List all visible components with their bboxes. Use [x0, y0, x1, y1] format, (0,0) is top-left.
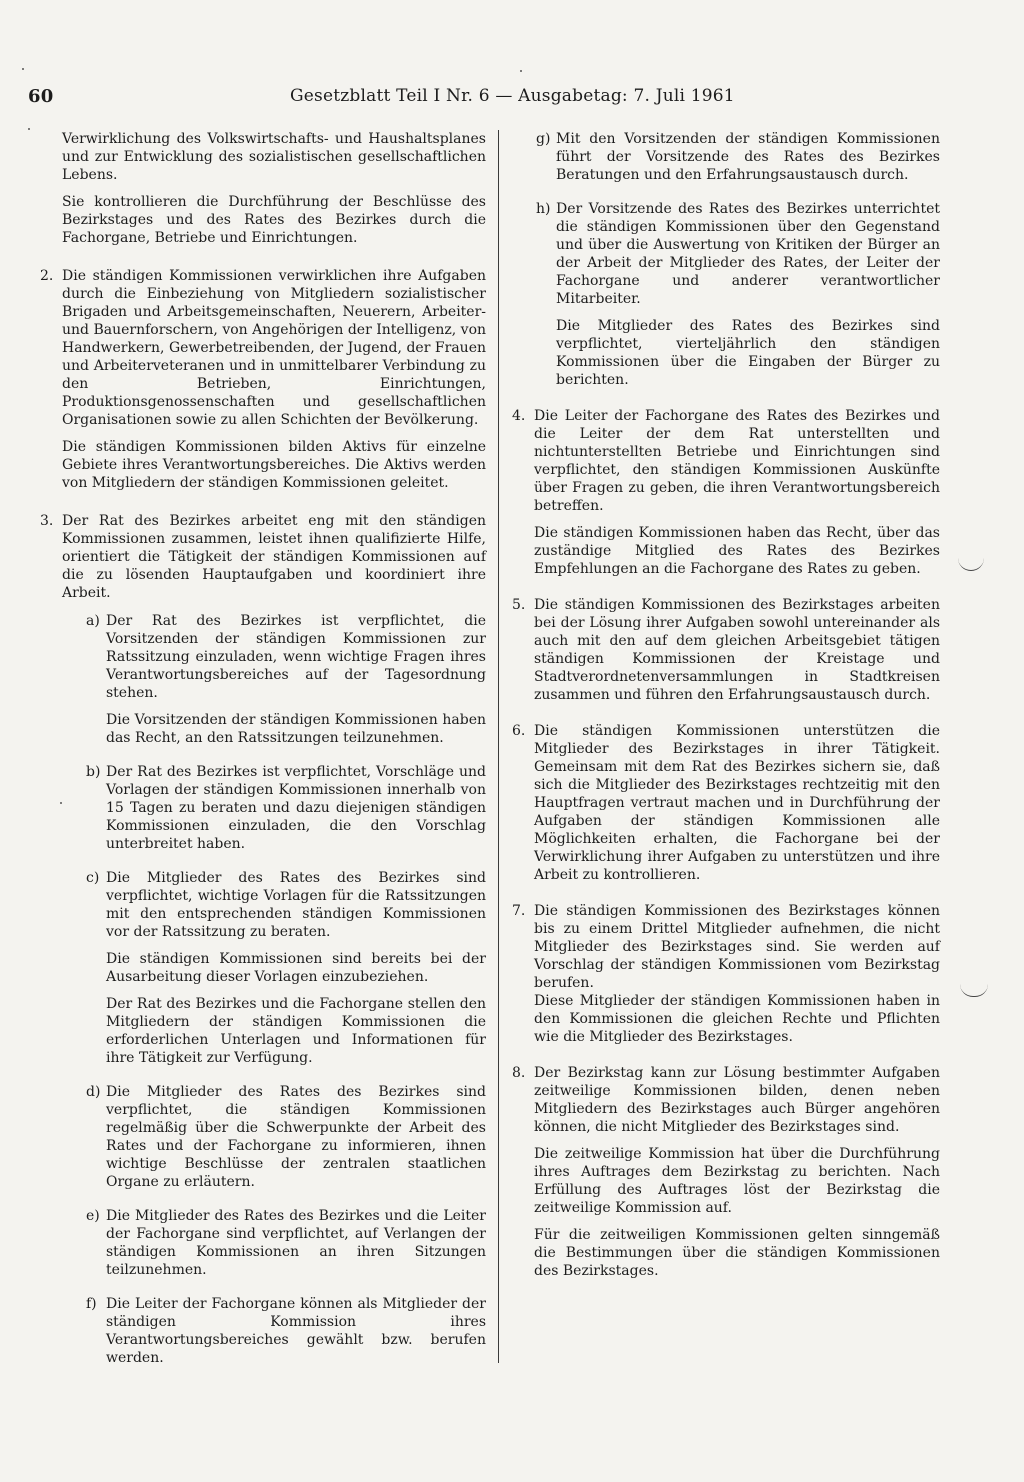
section-7: [512, 902, 940, 1046]
paragraph: Die ständigen Kommissionen des Bezirkstages arbeiten bei der Lösung ihrer Aufgaben sowohl untereinander als auch mit den auf dem gleichen Arbeitsgebiet tätigen ständigen Kommissionen der Kreistage und Stadtverordnetenversammlungen in Stadtkreisen zusammen und führen den Erfahrungsaustausch durch.: [534, 597, 940, 703]
paragraph: Die Leiter der Fachorgane können als Mitglieder der ständigen Kommission ihres Verantwortungsbereiches gewählt bzw. berufen werden.: [106, 1296, 486, 1366]
section-3: [40, 512, 486, 602]
paragraph: Die ständigen Kommissionen haben das Recht, über das zuständige Mitglied des Rates des Bezirkes Empfehlungen an die Fachorgane des Rates zu geben.: [534, 525, 940, 577]
page-number: 60: [28, 86, 54, 107]
scan-speck: [22, 68, 24, 70]
paragraph: Der Rat des Bezirkes ist verpflichtet, Vorschläge und Vorlagen der ständigen Kommissionen innerhalb von 15 Tagen zu beraten und dazu diejenigen ständigen Kommissionen einzuladen, die den Vorschlag unterbreitet haben.: [106, 764, 486, 852]
section-6: [512, 722, 940, 884]
paragraph: Die ständigen Kommissionen sind bereits bei der Ausarbeitung dieser Vorlagen einzubeziehen.: [106, 951, 486, 985]
paragraph: Der Rat des Bezirkes und die Fachorgane stellen den Mitgliedern der ständigen Kommissionen die erforderlichen Unterlagen und Informationen für ihre Tätigkeit zur Verfügung.: [106, 996, 486, 1066]
subsection-h: [536, 200, 940, 389]
section-number: 8.: [512, 1065, 526, 1081]
section-5: [512, 596, 940, 704]
margin-pencil-mark: [958, 556, 984, 571]
scan-speck: [520, 70, 522, 72]
intro-section: [62, 130, 486, 247]
paragraph: Die Mitglieder des Rates des Bezirkes sind verpflichtet, wichtige Vorlagen für die Ratssitzungen mit den entsprechenden ständigen Kommissionen vor der Ratssitzung zu beraten.: [106, 870, 486, 940]
paragraph: Die Mitglieder des Rates des Bezirkes und die Leiter der Fachorgane sind verpflichtet, auf Verlangen der ständigen Kommissionen an ihren Sitzungen teilzunehmen.: [106, 1208, 486, 1278]
subsection-label: f): [86, 1296, 97, 1312]
paragraph: Der Bezirkstag kann zur Lösung bestimmter Aufgaben zeitweilige Kommissionen bilden, denen neben Mitgliedern des Bezirkstages auch Bürger angehören können, die nicht Mitglieder des Bezirkstages sind.: [534, 1065, 940, 1135]
paragraph: Die ständigen Kommissionen unterstützen die Mitglieder des Bezirkstages in ihrer Tätigkeit. Gemeinsam mit dem Rat des Bezirkes sichern sie, daß sich die Mitglieder des Bezirkstages rechtzeitig mit den Hauptfragen vertraut machen und in Durchführung der Aufgaben der ständigen Kommissionen alle Möglichkeiten erhalten, die Fachorgane bei der Verwirklichung ihrer Aufgaben zu unterstützen und ihre Arbeit zu kontrollieren.: [534, 723, 940, 883]
scan-speck: [60, 802, 62, 804]
subsection-d: [86, 1083, 486, 1191]
section-number: 3.: [40, 513, 54, 529]
section-number: 5.: [512, 597, 526, 613]
paragraph: Der Rat des Bezirkes ist verpflichtet, die Vorsitzenden der ständigen Kommissionen zur Ratssitzung einzuladen, wenn wichtige Fragen ihres Verantwortungsbereiches auf der Tagesordnung stehen.: [106, 613, 486, 701]
paragraph: Die Vorsitzenden der ständigen Kommissionen haben das Recht, an den Ratssitzungen teilzunehmen.: [106, 712, 486, 746]
left-column: [40, 130, 487, 1367]
paragraph: Die zeitweilige Kommission hat über die Durchführung ihres Auftrages dem Bezirkstag zu berichten. Nach Erfüllung des Auftrages löst der Bezirkstag die zeitweilige Kommission auf.: [534, 1146, 940, 1216]
subsection-label: d): [86, 1084, 101, 1100]
subsection-label: g): [536, 131, 551, 147]
paragraph: Der Vorsitzende des Rates des Bezirkes unterrichtet die ständigen Kommissionen über den Gegenstand und über die Auswertung von Kritiken der Bürger an der Arbeit der Mitglieder des Rates, der Leiter der Fachorgane und anderer verantwortlicher Mitarbeiter.: [556, 201, 940, 307]
section-2: [40, 267, 486, 492]
subsection-e: [86, 1207, 486, 1279]
column-divider: [498, 130, 499, 1363]
right-column: [512, 130, 940, 1280]
paragraph: Die ständigen Kommissionen des Bezirkstages können bis zu einem Drittel Mitglieder aufnehmen, die nicht Mitglieder des Bezirkstages sind. Sie werden auf Vorschlag der ständigen Kommissionen vom Bezirkstag berufen.: [534, 903, 940, 991]
section-4: [512, 407, 940, 578]
paragraph: Die Mitglieder des Rates des Bezirkes sind verpflichtet, die ständigen Kommissionen regelmäßig über die Schwerpunkte der Arbeit des Rates und der Fachorgane zu informieren, ihnen wichtige Beschlüsse der zentralen staatlichen Organe zu erläutern.: [106, 1084, 486, 1190]
paragraph: Verwirklichung des Volkswirtschafts- und Haushaltsplanes und zur Entwicklung des sozialistischen gesellschaftlichen Lebens.: [62, 131, 486, 183]
section-number: 2.: [40, 268, 54, 284]
section-8: [512, 1064, 940, 1280]
paragraph: Der Rat des Bezirkes arbeitet eng mit den ständigen Kommissionen zusammen, leistet ihnen qualifizierte Hilfe, orientiert die Tätigkeit der ständigen Kommissionen auf die zu lösenden Hauptaufgaben und koordiniert ihre Arbeit.: [62, 513, 486, 601]
paragraph: Die ständigen Kommissionen verwirklichen ihre Aufgaben durch die Einbeziehung von Mitgliedern sozialistischer Brigaden und Arbeitsgemeinschaften, Neuerern, Arbeiter- und Bauernforschern, von Angehörigen der Intelligenz, von Handwerkern, Gewerbetreibenden, der Jugend, der Frauen und Arbeiterveteranen und in unmittelbarer Verbindung zu den Betrieben, Einrichtungen, Produktionsgenossenschaften und gesellschaftlichen Organisationen sowie zu allen Schichten der Bevölkerung.: [62, 268, 487, 428]
subsection-b: [86, 763, 486, 853]
subsection-label: a): [86, 613, 100, 629]
subsection-label: c): [86, 870, 100, 886]
subsection-label: h): [536, 201, 551, 217]
paragraph: Die ständigen Kommissionen bilden Aktivs für einzelne Gebiete ihres Verantwortungsbereiches. Die Aktivs werden von Mitgliedern der ständigen Kommissionen geleitet.: [62, 439, 486, 491]
section-number: 4.: [512, 408, 526, 424]
running-title: Gesetzblatt Teil I Nr. 6 — Ausgabetag: 7. Juli 1961: [290, 86, 735, 106]
paragraph: Für die zeitweiligen Kommissionen gelten sinngemäß die Bestimmungen über die ständigen Kommissionen des Bezirkstages.: [534, 1227, 940, 1279]
page-header: [28, 86, 735, 110]
subsection-label: b): [86, 764, 101, 780]
scan-speck: [28, 128, 30, 130]
paragraph: Die Mitglieder des Rates des Bezirkes sind verpflichtet, vierteljährlich den ständigen Kommissionen über die Eingaben der Bürger zu berichten.: [556, 318, 940, 388]
subsection-g: [536, 130, 940, 184]
subsection-a: [86, 612, 486, 747]
margin-pencil-mark: [960, 984, 988, 997]
paragraph: Die Leiter der Fachorgane des Rates des Bezirkes und die Leiter der dem Rat unterstellten und nichtunterstellten Betriebe und Einrichtungen sind verpflichtet, den ständigen Kommissionen Auskünfte über Fragen zu geben, die ihren Verantwortungsbereich betreffen.: [534, 408, 940, 514]
subsection-label: e): [86, 1208, 100, 1224]
paragraph: Diese Mitglieder der ständigen Kommissionen haben in den Kommissionen die gleichen Rechte und Pflichten wie die Mitglieder des Bezirkstages.: [534, 993, 940, 1045]
subsection-c: [86, 869, 486, 1067]
section-number: 6.: [512, 723, 526, 739]
section-number: 7.: [512, 903, 526, 919]
subsection-f: [86, 1295, 486, 1367]
paragraph: Mit den Vorsitzenden der ständigen Kommissionen führt der Vorsitzende des Rates des Bezirkes Beratungen und den Erfahrungsaustausch durch.: [556, 131, 940, 183]
paragraph: Sie kontrollieren die Durchführung der Beschlüsse des Bezirkstages und des Rates des Bezirkes durch die Fachorgane, Betriebe und Einrichtungen.: [62, 194, 486, 246]
